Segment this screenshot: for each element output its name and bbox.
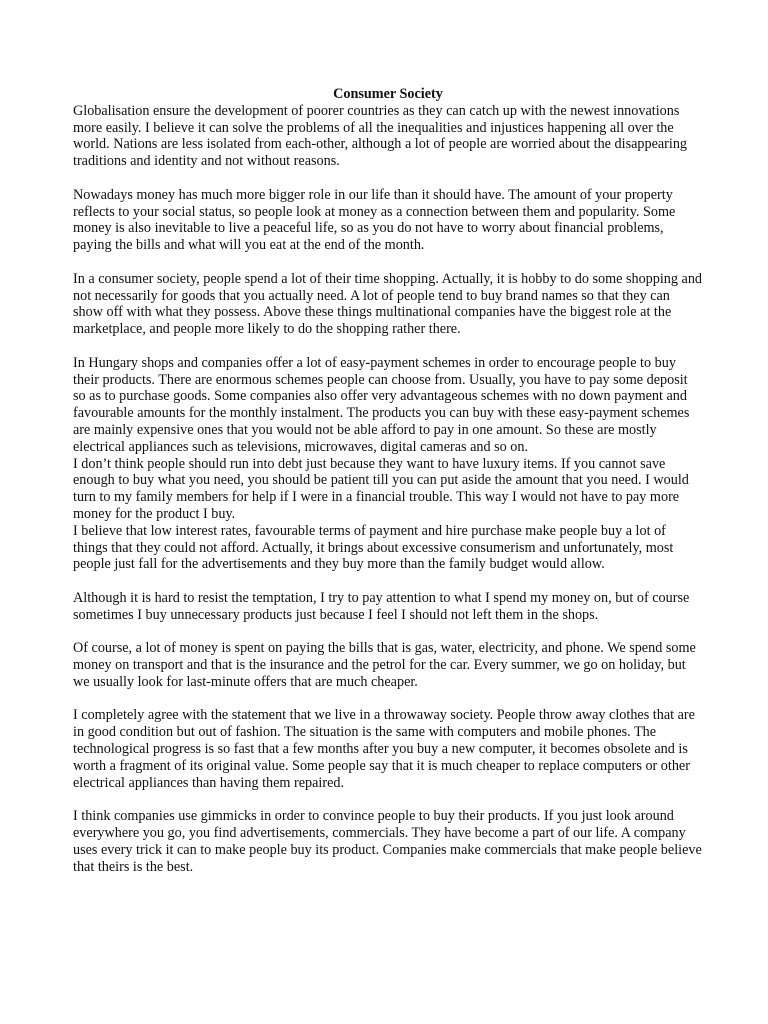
paragraph-money-role: Nowadays money has much more bigger role in our life than it should have. The amount of your property reflects to your social status, so people look at money as a connection between them and popularity. Some money is also inevitable to live a peaceful life, so as you do not have to worry about financial problems, paying the bills and what will you eat at the end of the month. xyxy=(73,186,676,254)
paragraph-consumer-shopping: In a consumer society, people spend a lot of their time shopping. Actually, it is hobby to do some shopping and not necessarily for goods that you actually need. A lot of people tend to buy brand names so that they can show off with what they possess. Above these things multinational companies have the biggest role at the marketplace, and people more likely to do the shopping rather there. xyxy=(73,270,703,338)
paragraph-gimmicks: I think companies use gimmicks in order to convince people to buy their products. If you just look around everywhere you go, you find advertisements, commercials. They have become a part of our life. A company uses every trick it can to make people buy its product. Companies make commercials that make people believe that theirs is the best. xyxy=(73,808,702,875)
paragraph-interest-rates: I believe that low interest rates, favourable terms of payment and hire purchase make people buy a lot of things that they could not afford. Actually, it brings about excessive consumerism and unfortunately, most people just fall for the advertisements and they buy more than the family budget would allow. xyxy=(73,522,674,573)
paragraph-temptation: Although it is hard to resist the temptation, I try to pay attention to what I spend my money on, but of course sometimes I buy unnecessary products just because I feel I should not left them in the shops. xyxy=(73,589,690,623)
paragraph-easy-payment: In Hungary shops and companies offer a lot of easy-payment schemes in order to encourage people to buy their products. There are enormous schemes people can choose from. Usually, you have to pay some deposit so as to purchase goods. Some companies also offer very advantageous schemes with no down payment and favourable amounts for the monthly instalment. The products you can buy with these easy-payment schemes are mainly expensive ones that you would not be able afford to pay in one amount. So these are mostly electrical appliances such as televisions, microwaves, digital cameras and so on. xyxy=(73,354,690,455)
paragraph-bills: Of course, a lot of money is spent on paying the bills that is gas, water, electricity, and phone. We spend some money on transport and that is the insurance and the petrol for the car. Every summer, we go on holiday, but we usually look for last-minute offers that are much cheaper. xyxy=(73,640,696,690)
paragraph-throwaway-society: I completely agree with the statement that we live in a throwaway society. People throw away clothes that are in good condition but out of fashion. The situation is the same with computers and mobile phones. The technological progress is so fast that a few months after you buy a new computer, it becomes obsolete and is worth a fragment of its original value. Some people say that it is much cheaper to replace computers or other electrical appliances than having them repaired. xyxy=(73,707,695,791)
paragraph-globalisation: Globalisation ensure the development of poorer countries as they can catch up with the newest innovations more easily. I believe it can solve the problems of all the inequalities and injustices happening all over the world. Nations are less isolated from each-other, although a lot of people are worried about the disappearing traditions and identity and not without reasons. xyxy=(73,102,688,170)
paragraph-debt: I don’t think people should run into debt just because they want to have luxury items. If you cannot save enough to buy what you need, you should be patient till you can put aside the amount that you need. I would turn to my family members for help if I were in a financial trouble. This way I would not have to pay more money for the product I buy. xyxy=(73,455,689,522)
document-body xyxy=(73,86,703,875)
document-title: Consumer Society xyxy=(333,86,443,102)
